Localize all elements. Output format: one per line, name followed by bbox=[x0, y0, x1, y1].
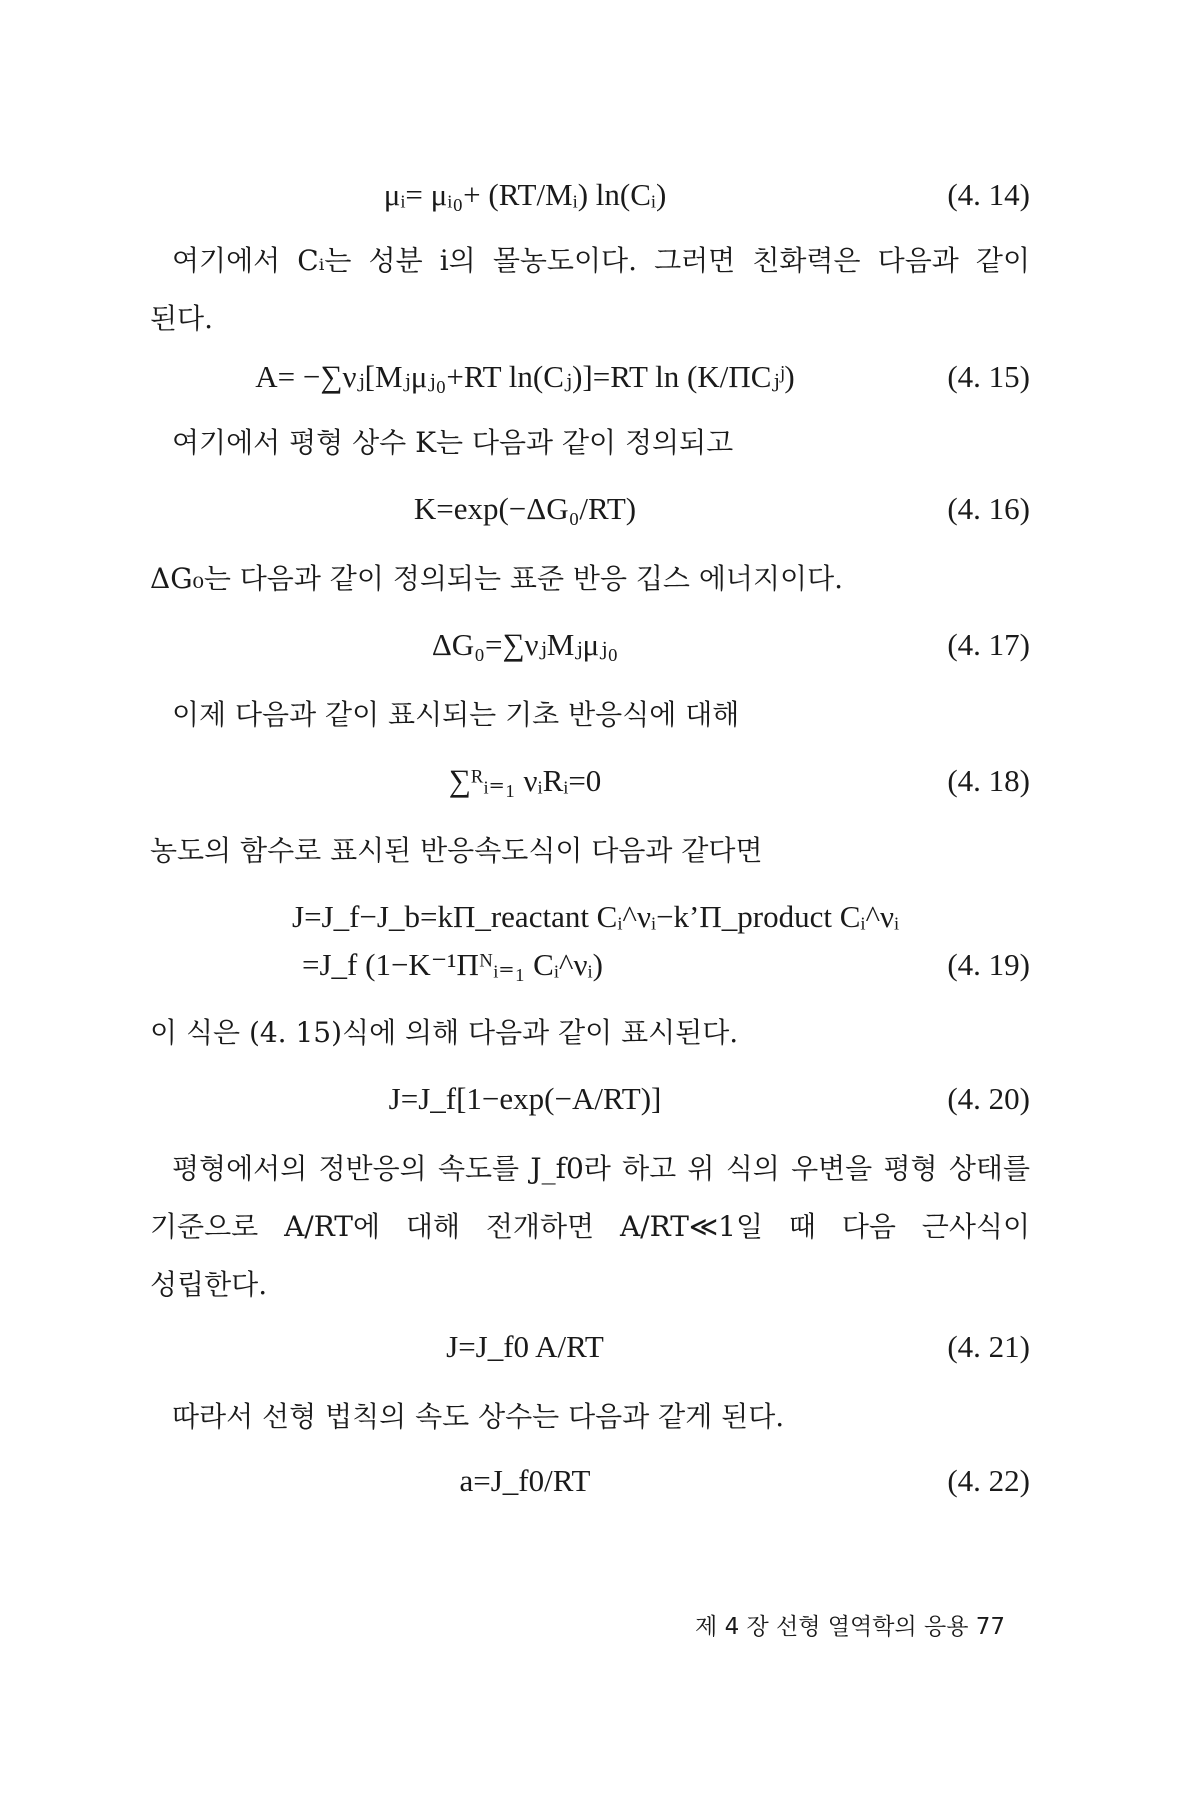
equation-4-21 bbox=[150, 1322, 1030, 1372]
equation-4-18 bbox=[150, 756, 1030, 806]
equation-4-14 bbox=[150, 170, 1030, 220]
paragraph-8: 따라서 선형 법칙의 속도 상수는 다음과 같게 된다. bbox=[172, 1400, 785, 1433]
equation-number: (4. 18) bbox=[947, 763, 1030, 798]
equation-4-20 bbox=[150, 1074, 1030, 1124]
equation-number: (4. 17) bbox=[947, 627, 1030, 662]
equation-number: (4. 21) bbox=[947, 1329, 1030, 1364]
equation-number: (4. 19) bbox=[947, 947, 1030, 982]
paragraph-4: 이제 다음과 같이 표시되는 기초 반응식에 대해 bbox=[172, 698, 740, 731]
equation-body: A= −∑νⱼ[Mⱼμⱼ₀+RT ln(Cⱼ)]=RT ln (K/ΠCⱼʲ) bbox=[255, 359, 795, 394]
equation-4-17 bbox=[150, 620, 1030, 670]
paragraph-3: ΔG₀는 다음과 같이 정의되는 표준 반응 깁스 에너지이다. bbox=[150, 562, 844, 595]
equation-body: J=J_f0 A/RT bbox=[446, 1329, 604, 1364]
equation-4-22 bbox=[150, 1456, 1030, 1506]
equation-body: J=J_f[1−exp(−A/RT)] bbox=[388, 1081, 662, 1116]
equation-number: (4. 14) bbox=[947, 177, 1030, 212]
equation-body: =J_f (1−K⁻¹Πᴺᵢ₌₁ Cᵢ^νᵢ) bbox=[302, 947, 603, 982]
equation-number: (4. 15) bbox=[947, 359, 1030, 394]
equation-number: (4. 16) bbox=[947, 491, 1030, 526]
equation-number: (4. 22) bbox=[947, 1463, 1030, 1498]
equation-4-15 bbox=[150, 352, 1030, 402]
equation-body: ∑ᴿᵢ₌₁ νᵢRᵢ=0 bbox=[448, 763, 602, 798]
equation-body: K=exp(−ΔG₀/RT) bbox=[413, 491, 637, 526]
equation-4-19-line-2 bbox=[150, 940, 1030, 990]
equation-4-19-line-1 bbox=[150, 892, 1030, 942]
equation-body: J=J_f−J_b=kΠ_reactant Cᵢ^νᵢ−k’Π_product Cᵢ^νᵢ bbox=[292, 899, 900, 934]
equation-body: μᵢ= μᵢ₀+ (RT/Mᵢ) ln(Cᵢ) bbox=[383, 177, 667, 212]
paragraph-1: 여기에서 Cᵢ는 성분 i의 몰농도이다. 그러면 친화력은 다음과 같이 된다. bbox=[150, 244, 1030, 335]
paragraph-2: 여기에서 평형 상수 K는 다음과 같이 정의되고 bbox=[172, 426, 734, 459]
page-footer: 제 4 장 선형 열역학의 응용 77 bbox=[695, 1614, 1005, 1640]
paragraph-5: 농도의 함수로 표시된 반응속도식이 다음과 같다면 bbox=[150, 834, 763, 867]
equation-body: ΔG₀=∑νⱼMⱼμⱼ₀ bbox=[431, 627, 619, 662]
equation-4-16 bbox=[150, 484, 1030, 534]
paragraph-6: 이 식은 (4. 15)식에 의해 다음과 같이 표시된다. bbox=[150, 1016, 739, 1049]
equation-number: (4. 20) bbox=[947, 1081, 1030, 1116]
equation-body: a=J_f0/RT bbox=[459, 1463, 591, 1498]
paragraph-7: 평형에서의 정반응의 속도를 J_f0라 하고 위 식의 우변을 평형 상태를 기준으로 A/RT에 대해 전개하면 A/RT≪1일 때 다음 근사식이 성립한다. bbox=[150, 1152, 1030, 1301]
